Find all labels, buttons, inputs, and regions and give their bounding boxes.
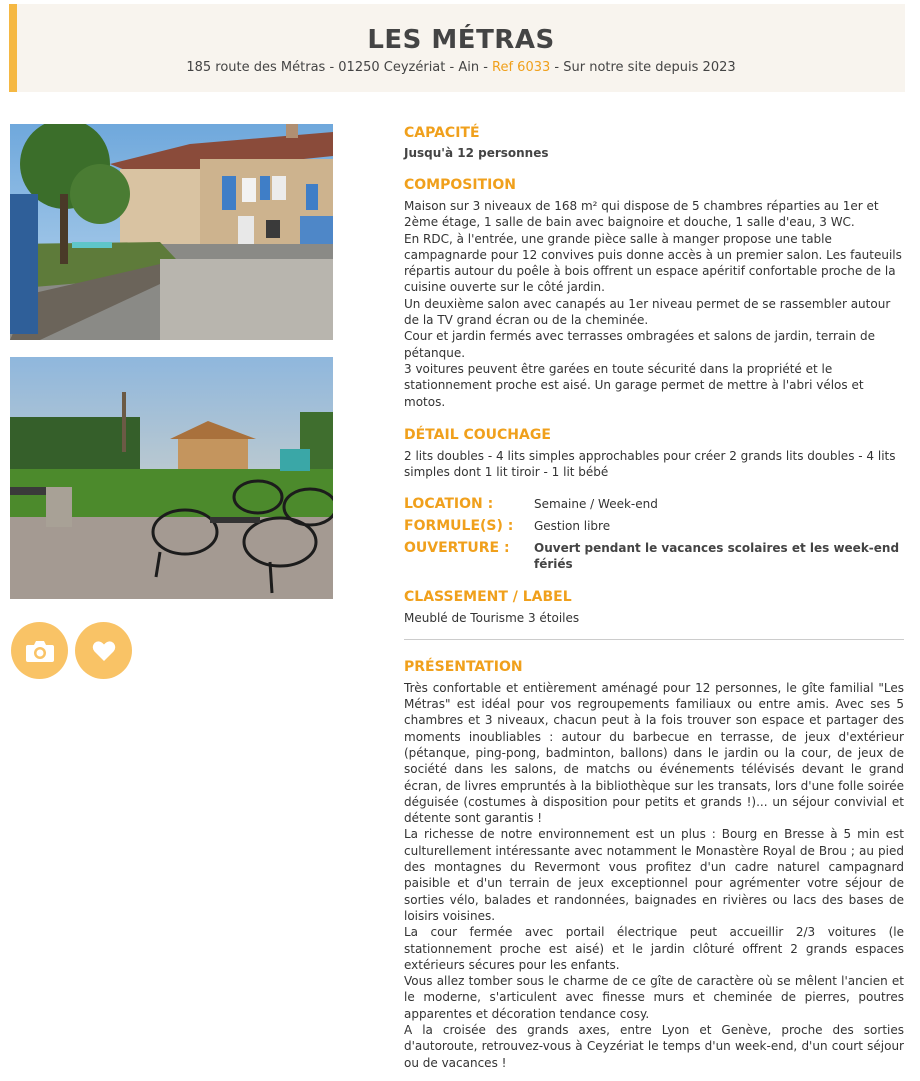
section-divider [404,639,904,640]
location-row [404,496,904,512]
photo-gallery-button[interactable] [11,622,68,679]
bedding-text: 2 lits doubles - 4 lits simples approchables pour créer 2 grands lits doubles - 4 lits simples dont 1 lit tiroir - 1 lit bébé [404,448,896,480]
composition-line: En RDC, à l'entrée, une grande pièce salle à manger propose une table campagnarde pour 12 convives puis donne accès à un premier salon. Les fauteuils répartis autour du poêle à bois offrent un espace apéritif confortable proche de la cuisine ouverte sur le côté jardin. [404,231,902,295]
listing-details [404,124,904,1081]
formula-row [404,518,904,534]
presentation-section [404,658,904,1071]
bedding-title: DÉTAIL COUCHAGE [404,426,551,443]
presentation-paragraph: Vous allez tomber sous le charme de ce gîte de caractère où se mêlent l'ancien et le moderne, s'articulent avec finesse murs et cheminée de pierres, poutres apparentes et décoration tendance cosy. [404,974,904,1021]
capacity-section [404,124,904,160]
location-label: LOCATION : [404,496,494,513]
opening-row [404,540,904,572]
classement-value: Meublé de Tourisme 3 étoiles [404,611,580,626]
classement-title: CLASSEMENT / LABEL [404,589,572,606]
bedding-section [404,426,904,481]
listing-title: LES MÉTRAS [367,25,555,55]
presentation-paragraph: A la croisée des grands axes, entre Lyon et Genève, proche des sorties d'autoroute, retrouvez-vous à Ceyzériat le temps d'un week-end, d'un court séjour ou de vacances ! [404,1022,904,1070]
capacity-title: CAPACITÉ [404,125,480,141]
presentation-paragraph: La cour fermée avec portail électrique peut accueillir 2/3 voitures (le stationnement proche est aisé) et le jardin clôturé offrent 2 grands espaces extérieurs sécures pour les enfants. [404,925,904,972]
listing-address: 185 route des Métras - 01250 Ceyzériat - Ain - [186,60,493,75]
listing-since: - Sur notre site depuis 2023 [550,60,736,75]
listing-ref: Ref 6033 [492,60,551,75]
listing-header [9,4,905,92]
composition-section [404,176,904,410]
rental-details [404,496,904,572]
camera-icon [25,639,55,663]
favorite-button[interactable] [75,622,132,679]
capacity-value: Jusqu'à 12 personnes [404,146,549,160]
presentation-title: PRÉSENTATION [404,658,523,675]
formula-value: Gestion libre [534,519,611,534]
composition-title: COMPOSITION [404,177,516,193]
opening-value: Ouvert pendant le vacances scolaires et les week-end fériés [534,541,900,572]
composition-line: 3 voitures peuvent être garées en toute sécurité dans la propriété et le stationnement proche est aisé. Un garage permet de mettre à l'abri vélos et motos. [404,361,864,409]
presentation-paragraph: Très confortable et entièrement aménagé pour 12 personnes, le gîte familial "Les Métras" est idéal pour vos regroupements familiaux ou entre amis. Avec ses 5 chambres et 3 niveaux, chacun peut à la fois trouver son espace et partager des moments inoubliables : autour du barbecue en terrasse, de jeux d'extérieur (pétanque, ping-pong, badminton, ballons) dans le jardin ou la cour, de jeux de société dans les salons, de matchs ou événements télévisés devant le grand écran, de livres empruntés à la bibliothèque sur les transats, lors d'une folle soirée déguisée (costumes à disposition pour petits et grands !)... un séjour convivial et détente sont garantis ! [404,680,904,826]
heart-icon [92,640,116,662]
listing-subtitle [17,59,905,77]
opening-label: OUVERTURE : [404,540,510,557]
presentation-paragraph: La richesse de notre environnement est un plus : Bourg en Bresse à 5 min est culturellement intéressante avec notamment le Monastère Royal de Brou ; au pied des montagnes du Revermont vous profitez d'un cadre naturel campagnard paisible et d'un terrain de jeux exceptionnel pour agrémenter votre séjour de sorties vélo, balades et randonnées, baignades en rivières ou lacs des bases de loisirs voisines. [404,827,904,923]
composition-line: Un deuxième salon avec canapés au 1er niveau permet de se rassembler autour de la TV grand écran ou de la cheminée. [404,296,891,328]
classement-section [404,588,904,626]
composition-line: Maison sur 3 niveaux de 168 m² qui dispose de 5 chambres réparties au 1er et 2ème étage, 1 salle de bain avec baignoire et douche, 1 salle d'eau, 3 WC. [404,199,879,230]
location-value: Semaine / Week-end [534,497,658,512]
composition-line: Cour et jardin fermés avec terrasses ombragées et salons de jardin, terrain de pétanque. [404,329,876,360]
formula-label: FORMULE(S) : [404,518,514,535]
house-facade-photo[interactable] [10,124,333,340]
garden-terrace-photo[interactable] [10,357,333,599]
